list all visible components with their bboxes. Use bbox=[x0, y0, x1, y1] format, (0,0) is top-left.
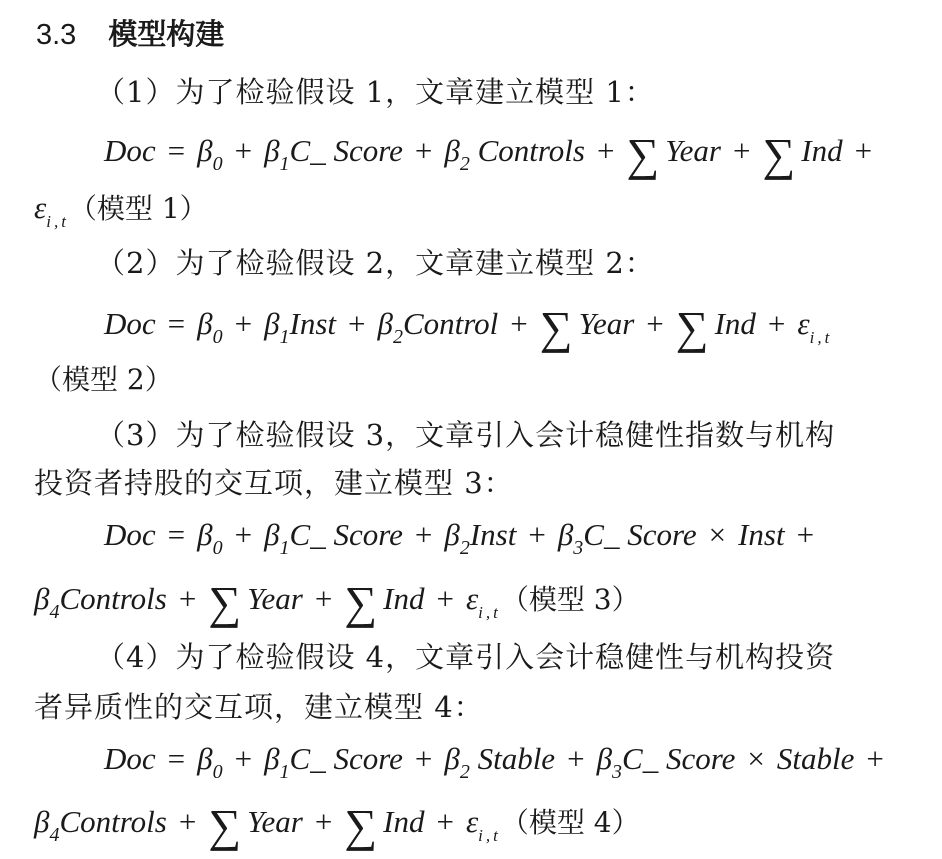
var-ind: Ind bbox=[801, 133, 843, 168]
var-stable: Stable bbox=[477, 741, 556, 776]
equation-model-1 bbox=[104, 129, 884, 180]
op-equals: = bbox=[167, 133, 186, 168]
beta-3: $\beta_3$ bbox=[557, 517, 584, 559]
model-2-label: （模型 2） bbox=[34, 363, 173, 396]
var-year: Year bbox=[665, 133, 721, 168]
op-plus: + bbox=[234, 306, 253, 341]
var-control: Control bbox=[402, 306, 499, 341]
op-plus: + bbox=[234, 517, 253, 552]
paragraph-hypothesis-3-cont: 投资者持股的交互项，建立模型 3： bbox=[34, 466, 514, 500]
op-plus: + bbox=[567, 741, 585, 776]
op-plus: + bbox=[436, 804, 454, 839]
beta-0: $\beta_0$ bbox=[197, 306, 223, 348]
op-plus: + bbox=[234, 741, 253, 776]
var-ind: Ind bbox=[714, 306, 756, 341]
var-c-score: C_ Score bbox=[289, 741, 403, 776]
var-stable: Stable bbox=[776, 741, 855, 776]
var-year: Year bbox=[578, 306, 635, 341]
sum-symbol: ∑ bbox=[539, 302, 573, 353]
paragraph-hypothesis-2: （2）为了检验假设 2，文章建立模型 2： bbox=[96, 246, 655, 280]
beta-2: $\beta_2$ bbox=[444, 517, 470, 559]
beta-1: $\beta_1$ bbox=[264, 741, 290, 783]
var-controls: Controls bbox=[59, 804, 167, 839]
op-plus: + bbox=[314, 804, 333, 839]
equation-model-3 bbox=[104, 517, 826, 559]
paragraph-hypothesis-4-cont: 者异质性的交互项，建立模型 4： bbox=[34, 690, 484, 724]
beta-2: $\beta_2$ bbox=[377, 306, 403, 348]
op-plus: + bbox=[414, 133, 433, 168]
paragraph-hypothesis-4: （4）为了检验假设 4，文章引入会计稳健性与机构投资 bbox=[96, 640, 836, 674]
beta-4: $\beta_4$ bbox=[34, 581, 60, 623]
sum-symbol: ∑ bbox=[208, 800, 242, 851]
section-title: 模型构建 bbox=[108, 17, 225, 51]
section-number: 3.3 bbox=[36, 19, 77, 51]
op-plus: + bbox=[314, 581, 333, 616]
var-inst: Inst bbox=[469, 517, 517, 552]
op-times: × bbox=[708, 517, 727, 552]
sum-symbol: ∑ bbox=[762, 129, 796, 180]
beta-0: $\beta_0$ bbox=[197, 133, 223, 175]
var-c-score: C_ Score bbox=[583, 517, 697, 552]
paragraph-hypothesis-3: （3）为了检验假设 3，文章引入会计稳健性指数与机构 bbox=[96, 418, 836, 452]
op-plus: + bbox=[414, 741, 433, 776]
epsilon-it: $\varepsilon_{i,t}$ bbox=[34, 190, 69, 231]
sum-symbol: ∑ bbox=[344, 800, 378, 851]
var-ind: Ind bbox=[383, 581, 425, 616]
op-equals: = bbox=[167, 517, 186, 552]
var-controls: Controls bbox=[59, 581, 167, 616]
var-doc: Doc bbox=[104, 517, 156, 552]
op-plus: + bbox=[510, 306, 528, 341]
var-doc: Doc bbox=[104, 741, 156, 776]
sum-symbol: ∑ bbox=[208, 577, 242, 628]
beta-3: $\beta_3$ bbox=[596, 741, 623, 783]
op-plus: + bbox=[646, 306, 664, 341]
epsilon-it: $\varepsilon_{i,t}$ bbox=[465, 804, 501, 845]
model-4-label: （模型 4） bbox=[500, 806, 640, 839]
equation-model-2 bbox=[104, 302, 833, 353]
var-doc: Doc bbox=[104, 133, 156, 168]
model-3-label: （模型 3） bbox=[500, 583, 640, 616]
beta-2: $\beta_2$ bbox=[444, 741, 470, 783]
beta-1: $\beta_1$ bbox=[264, 517, 290, 559]
section-heading bbox=[36, 17, 225, 51]
beta-2: $\beta_2$ bbox=[444, 133, 470, 175]
var-c-score: C_ Score bbox=[622, 741, 736, 776]
var-year: Year bbox=[247, 581, 303, 616]
op-plus: + bbox=[436, 581, 454, 616]
var-inst: Inst bbox=[289, 306, 337, 341]
op-plus: + bbox=[866, 741, 884, 776]
op-plus: + bbox=[732, 133, 751, 168]
var-c-score: C_ Score bbox=[289, 517, 403, 552]
beta-0: $\beta_0$ bbox=[197, 741, 223, 783]
var-doc: Doc bbox=[104, 306, 156, 341]
var-controls: Controls bbox=[477, 133, 585, 168]
op-equals: = bbox=[167, 741, 186, 776]
op-plus: + bbox=[854, 133, 873, 168]
var-c-score: C_ Score bbox=[289, 133, 403, 168]
paragraph-hypothesis-1: （1）为了检验假设 1，文章建立模型 1： bbox=[96, 75, 655, 109]
equation-model-4-cont bbox=[34, 800, 640, 851]
var-inst: Inst bbox=[738, 517, 785, 552]
beta-1: $\beta_1$ bbox=[264, 133, 290, 175]
op-plus: + bbox=[178, 581, 197, 616]
op-plus: + bbox=[596, 133, 615, 168]
op-plus: + bbox=[796, 517, 815, 552]
sum-symbol: ∑ bbox=[626, 129, 660, 180]
var-year: Year bbox=[247, 804, 303, 839]
op-plus: + bbox=[767, 306, 786, 341]
op-equals: = bbox=[167, 306, 186, 341]
epsilon-it: $\varepsilon_{i,t}$ bbox=[797, 306, 833, 347]
equation-model-3-cont bbox=[34, 577, 640, 628]
op-times: × bbox=[747, 741, 765, 776]
epsilon-it: $\varepsilon_{i,t}$ bbox=[465, 581, 501, 622]
model-1-label: （模型 1） bbox=[68, 192, 208, 225]
sum-symbol: ∑ bbox=[675, 302, 709, 353]
op-plus: + bbox=[414, 517, 433, 552]
var-ind: Ind bbox=[383, 804, 425, 839]
equation-model-1-cont bbox=[34, 190, 208, 231]
op-plus: + bbox=[348, 306, 366, 341]
equation-model-4 bbox=[104, 741, 896, 783]
beta-0: $\beta_0$ bbox=[197, 517, 223, 559]
op-plus: + bbox=[528, 517, 546, 552]
beta-4: $\beta_4$ bbox=[34, 804, 60, 846]
op-plus: + bbox=[178, 804, 197, 839]
sum-symbol: ∑ bbox=[344, 577, 378, 628]
beta-1: $\beta_1$ bbox=[264, 306, 290, 348]
op-plus: + bbox=[234, 133, 253, 168]
